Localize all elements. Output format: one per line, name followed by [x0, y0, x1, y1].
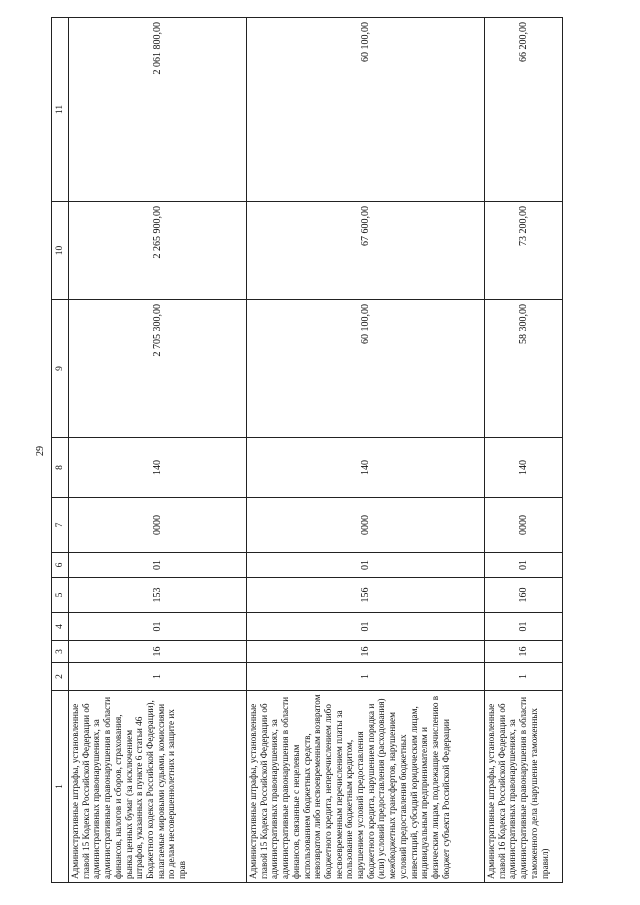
cell-c6: 01 [247, 553, 485, 578]
header-row [52, 18, 69, 883]
col-header-7: 7 [52, 498, 69, 553]
table-frame [51, 18, 563, 883]
cell-c2: 1 [485, 663, 563, 691]
col-header-6: 6 [52, 553, 69, 578]
col-header-11: 11 [52, 18, 69, 202]
cell-c9: 58 300,00 [485, 300, 563, 438]
cell-c4: 01 [247, 613, 485, 641]
cell-c2: 1 [69, 663, 247, 691]
cell-c9: 2 705 300,00 [69, 300, 247, 438]
page-number: 29 [35, 446, 46, 456]
cell-c2: 1 [247, 663, 485, 691]
row-description: Административные штрафы, установленные главой 15 Кодекса Российской Федерации об административных правонарушениях, за административные правонарушения в области финансов, налогов и сборов, страхования, рынка ценных бумаг (за исключением штрафов, указанных в пункте 6 статьи 46 Бюджетного кодекса Российской Федерации), налагаемые мировыми судьями, комиссиями по делам несовершеннолетних и защите их прав [69, 691, 247, 883]
cell-c11: 2 061 800,00 [69, 18, 247, 202]
cell-c6: 01 [485, 553, 563, 578]
col-header-8: 8 [52, 438, 69, 498]
col-header-2: 2 [52, 663, 69, 691]
row-description: Административные штрафы, установленные главой 16 Кодекса Российской Федерации об административных правонарушениях, за административные правонарушения в области таможенного дела (нарушение таможенных правил) [485, 691, 563, 883]
row-description: Административные штрафы, установленные главой 15 Кодекса Российской Федерации об административных правонарушениях, за административные правонарушения в области финансов, связанные с нецелевым использованием бюджетных средств, невозвратом либо несвоевременным возвратом бюджетного кредита, неперечислением либо несвоевременным перечислением платы за пользование бюджетным кредитом, нарушением условий предоставления бюджетного кредита, нарушением порядка и (или) условий предоставления (расходования) межбюджетных трансфертов, нарушением условий предоставления бюджетных инвестиций, субсидий юридическим лицам, индивидуальным предпринимателям и физическим лицам, подлежащие зачислению в бюджет субъекта Российской Федерации [247, 691, 485, 883]
cell-c8: 140 [247, 438, 485, 498]
cell-c11: 60 100,00 [247, 18, 485, 202]
cell-c10: 73 200,00 [485, 202, 563, 300]
col-header-9: 9 [52, 300, 69, 438]
cell-c4: 01 [485, 613, 563, 641]
table-row [247, 18, 485, 883]
cell-c7: 0000 [485, 498, 563, 553]
cell-c7: 0000 [69, 498, 247, 553]
cell-c10: 67 600,00 [247, 202, 485, 300]
table-row [485, 18, 563, 883]
col-header-3: 3 [52, 641, 69, 663]
cell-c3: 16 [247, 641, 485, 663]
cell-c9: 60 100,00 [247, 300, 485, 438]
cell-c4: 01 [69, 613, 247, 641]
cell-c5: 156 [247, 578, 485, 613]
cell-c6: 01 [69, 553, 247, 578]
cell-c3: 16 [485, 641, 563, 663]
col-header-10: 10 [52, 202, 69, 300]
col-header-4: 4 [52, 613, 69, 641]
col-header-5: 5 [52, 578, 69, 613]
cell-c7: 0000 [247, 498, 485, 553]
cell-c10: 2 265 900,00 [69, 202, 247, 300]
cell-c5: 153 [69, 578, 247, 613]
cell-c8: 140 [69, 438, 247, 498]
table-row [69, 18, 247, 883]
cell-c8: 140 [485, 438, 563, 498]
cell-c3: 16 [69, 641, 247, 663]
landscape-sheet [51, 18, 563, 883]
revenue-table [51, 17, 563, 883]
cell-c11: 66 200,00 [485, 18, 563, 202]
col-header-1: 1 [52, 691, 69, 883]
cell-c5: 160 [485, 578, 563, 613]
